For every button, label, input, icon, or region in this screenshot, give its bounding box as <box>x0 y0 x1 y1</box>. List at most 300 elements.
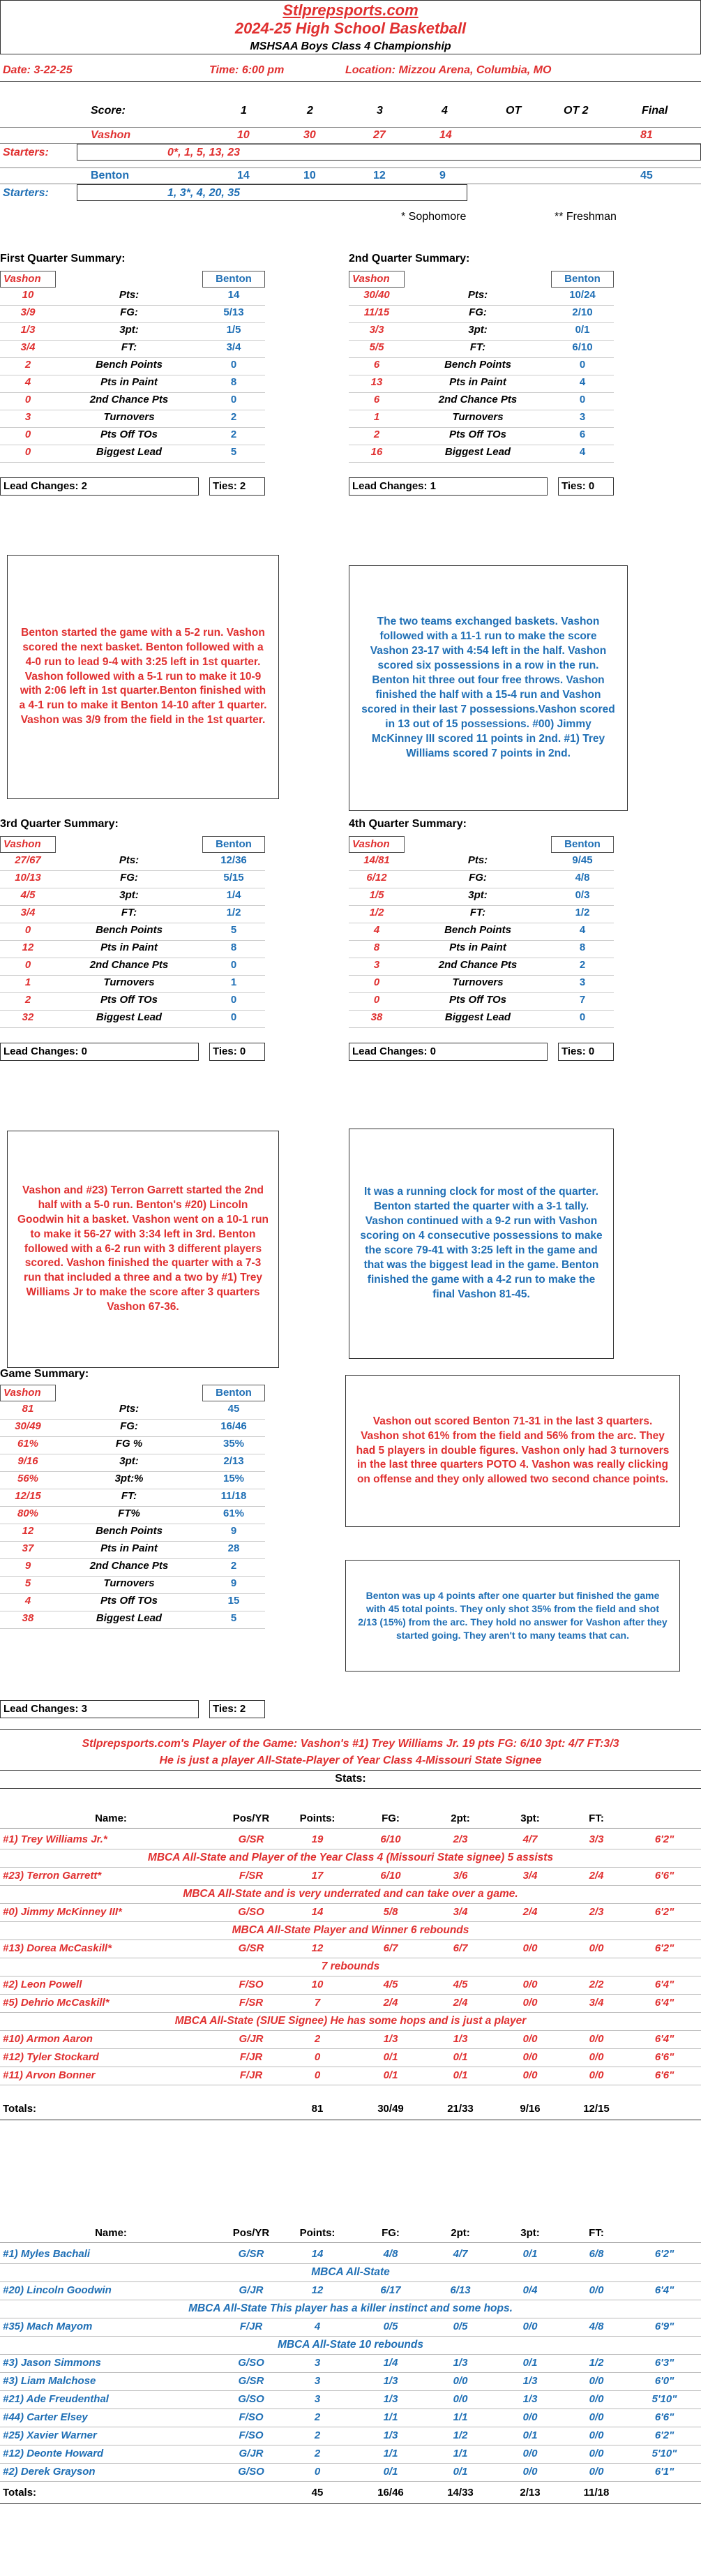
player-stat: 0/1 <box>383 2069 398 2081</box>
player-of-game-note: He is just a player All-State-Player of Year Class 4-Missouri State Signee <box>159 1755 542 1766</box>
q1-away-header: Benton <box>202 271 265 288</box>
game-summary-title: Game Summary: <box>0 1368 89 1380</box>
q4-away-value: 2 <box>579 959 586 971</box>
player-stat: 12 <box>311 1942 324 1954</box>
player-stat: 4/5 <box>383 1979 398 1990</box>
column-header: Points: <box>299 1812 336 1824</box>
player-name: #12) Deonte Howard <box>3 2448 104 2459</box>
player-stat: 1/1 <box>383 2448 398 2459</box>
game-stat-label: 2nd Chance Pts <box>89 1560 169 1572</box>
column-header: FG: <box>382 2227 400 2239</box>
player-name: #25) Xavier Warner <box>3 2429 97 2441</box>
player-stat: 0/0 <box>589 2051 604 2063</box>
player-stat: 1/4 <box>383 2357 398 2369</box>
q3-away-value: 0 <box>230 959 237 971</box>
row-divider <box>349 992 614 993</box>
player-stat: G/SR <box>238 2375 264 2387</box>
player-stat: 0/0 <box>522 2466 538 2478</box>
player-stat: 1/1 <box>383 2411 398 2423</box>
q1-home-value: 3 <box>24 411 31 423</box>
q2-away-value: 6 <box>579 429 586 440</box>
game-home-value: 9/16 <box>17 1455 38 1467</box>
q2-home-value: 1 <box>373 411 380 423</box>
player-stat: 3 <box>314 2375 321 2387</box>
player-stat: 1/3 <box>522 2375 538 2387</box>
page-title: 2024-25 High School Basketball <box>234 20 467 37</box>
q1-stat-label: FT: <box>121 341 137 353</box>
row-divider <box>349 322 614 323</box>
game-home-value: 56% <box>17 1473 39 1484</box>
q3-stat-label: 2nd Chance Pts <box>89 959 169 971</box>
player-of-game: Stlprepsports.com's Player of the Game: Vashon's #1) Trey Williams Jr. 19 pts FG: 6/10 3pt: 4/7 FT:3/3 <box>82 1738 619 1750</box>
q3-away-value: 12/36 <box>220 854 247 866</box>
player-note: MBCA All-State <box>311 2266 390 2278</box>
q4-stat-label: Pts in Paint <box>449 941 506 953</box>
q4-away-value: 9/45 <box>572 854 593 866</box>
q1-away-value: 0 <box>230 359 237 371</box>
game-away-value: 16/46 <box>220 1420 247 1432</box>
score-label: Score: <box>91 105 126 117</box>
game-stat-label: Biggest Lead <box>96 1612 163 1624</box>
player-stat: 6'4" <box>654 2033 674 2045</box>
home-q2: 30 <box>303 129 316 141</box>
player-stat: 3 <box>314 2357 321 2369</box>
home-q3: 27 <box>373 129 386 141</box>
home-score-row <box>0 127 701 144</box>
q1-away-value: 2 <box>230 429 237 440</box>
away-starters-label: Starters: <box>3 187 49 199</box>
game-stat-label: FT: <box>121 1490 137 1502</box>
q3-home-value: 0 <box>24 924 31 936</box>
q3-home-value: 10/13 <box>15 872 41 884</box>
q3-home-value: 0 <box>24 959 31 971</box>
player-note: MBCA All-State and Player of the Year Class 4 (Missouri State signee) 5 assists <box>147 1852 554 1863</box>
player-stat: 0/4 <box>522 2284 538 2296</box>
home-final: 81 <box>640 129 653 141</box>
away-q2: 10 <box>303 170 316 181</box>
away-starters-box <box>77 184 467 201</box>
player-stat: 0/1 <box>383 2466 398 2478</box>
game-stat-label: FG % <box>115 1438 143 1450</box>
player-stat: 6/17 <box>380 2284 401 2296</box>
q4-ties: Ties: 0 <box>558 1043 614 1061</box>
q4-away-value: 3 <box>579 976 586 988</box>
q4-away-value: 4 <box>579 924 586 936</box>
player-stat: 6/13 <box>450 2284 471 2296</box>
game-away-value: 45 <box>227 1403 240 1415</box>
row-divider <box>0 1558 265 1559</box>
player-stat: 6'6" <box>654 2051 674 2063</box>
game-stat-label: Pts: <box>119 1403 140 1415</box>
q4-stat-label: FG: <box>469 872 487 884</box>
player-stat: 6'2" <box>654 1942 674 1954</box>
ot-label: OT <box>506 105 522 117</box>
q3-away-value: 1/4 <box>226 889 241 901</box>
q3-home-value: 2 <box>24 994 31 1006</box>
site-name: Stlprepsports.com <box>282 1 419 19</box>
game-away-value: 15% <box>223 1473 245 1484</box>
q3-title: 3rd Quarter Summary: <box>0 818 119 830</box>
q1-home-value: 3/4 <box>20 341 36 353</box>
game-away-header: Benton <box>202 1385 265 1401</box>
row-divider <box>0 305 265 306</box>
game-stat-label: Pts in Paint <box>100 1542 158 1554</box>
game-stat-label: 3pt: <box>119 1455 139 1467</box>
totals-value: 2/13 <box>520 2487 541 2499</box>
row-divider <box>0 992 265 993</box>
divider <box>0 1770 701 1771</box>
column-header: Pos/YR <box>232 1812 270 1824</box>
player-stat: 6'1" <box>654 2466 674 2478</box>
player-stat: 6'4" <box>654 1997 674 2009</box>
player-stat: 0/0 <box>522 2448 538 2459</box>
q3-stat-label: Bench Points <box>96 924 163 936</box>
q2-stat-label: Pts: <box>467 289 488 301</box>
q2-lead-changes: Lead Changes: 1 <box>349 477 548 496</box>
player-stat: 6'9" <box>654 2321 674 2332</box>
q4-away-value: 8 <box>579 941 586 953</box>
q1-stat-label: 3pt: <box>119 324 139 336</box>
player-stat: F/SO <box>239 2411 264 2423</box>
player-stat: 1/3 <box>383 2429 398 2441</box>
q3-stat-label: 3pt: <box>119 889 139 901</box>
q2-home-value: 6 <box>373 359 380 371</box>
q2-away-value: 0/1 <box>575 324 590 336</box>
player-stat: 6/10 <box>380 1833 401 1845</box>
player-stat: 6'6" <box>654 2069 674 2081</box>
player-stat: 6'2" <box>654 2429 674 2441</box>
q2-away-value: 3 <box>579 411 586 423</box>
row-divider <box>0 1576 265 1577</box>
row-divider <box>0 2030 701 2031</box>
row-divider <box>0 1471 265 1472</box>
q1-stat-label: Pts Off TOs <box>100 429 158 440</box>
away-q1: 14 <box>237 170 250 181</box>
q1-home-header: Vashon <box>0 271 56 288</box>
q1-home-value: 0 <box>24 446 31 458</box>
q4-label: 4 <box>442 105 448 117</box>
q4-stat-label: Biggest Lead <box>444 1011 511 1023</box>
totals-label: Totals: <box>3 2103 37 2115</box>
q2-home-value: 5/5 <box>369 341 384 353</box>
q4-home-value: 0 <box>373 976 380 988</box>
totals-value: 11/18 <box>583 2487 610 2499</box>
player-name: #2) Leon Powell <box>3 1979 82 1990</box>
player-stat: 2 <box>314 2448 321 2459</box>
column-header: Name: <box>95 1812 127 1824</box>
q4-away-value: 0 <box>579 1011 586 1023</box>
player-name: #1) Myles Bachali <box>3 2248 91 2260</box>
row-divider <box>349 975 614 976</box>
player-stat: 0/5 <box>383 2321 398 2332</box>
q2-away-value: 6/10 <box>572 341 593 353</box>
player-name: #11) Arvon Bonner <box>3 2069 96 2081</box>
player-name: #1) Trey Williams Jr.* <box>3 1833 107 1845</box>
player-stat: 6/10 <box>380 1870 401 1882</box>
row-divider <box>0 2336 701 2337</box>
q3-away-header: Benton <box>202 836 265 853</box>
q1-home-value: 2 <box>24 359 31 371</box>
q2-stat-label: FT: <box>469 341 486 353</box>
player-stat: F/SO <box>239 1979 264 1990</box>
player-stat: 0/0 <box>522 1997 538 2009</box>
row-divider <box>0 427 265 428</box>
q4-home-value: 1/2 <box>369 907 384 918</box>
player-note: MBCA All-State 10 rebounds <box>278 2339 423 2351</box>
player-stat: 0/0 <box>522 1979 538 1990</box>
row-divider <box>0 2372 701 2373</box>
player-name: #35) Mach Mayom <box>3 2321 93 2332</box>
player-stat: 0 <box>314 2466 321 2478</box>
player-stat: 0/1 <box>453 2069 468 2081</box>
row-divider <box>0 1027 265 1028</box>
q2-stat-label: 3pt: <box>468 324 488 336</box>
row-divider <box>0 940 265 941</box>
row-divider <box>0 1541 265 1542</box>
q3-summary-text: Vashon and #23) Terron Garrett started the 2nd half with a 5-0 run. Benton's #20) Lincoln Goodwin hit a basket. Vashon went on a 10-1 run to make it 56-27 with 3:34 left in 3rd. Benton followed with a 6-2 run with 3 different players scored. Vashon finished the quarter with a 7-3 run that included a three and a two by #1) Trey Williams Jr to make the score after 3 quarters Vashon 67-36. <box>7 1131 279 1368</box>
player-stat: 0/0 <box>589 2429 604 2441</box>
player-stat: 3 <box>314 2393 321 2405</box>
game-home-value: 12 <box>22 1525 34 1537</box>
player-stat: 0/0 <box>589 2069 604 2081</box>
player-stat: 5'10" <box>651 2393 677 2405</box>
q3-away-value: 5/15 <box>223 872 244 884</box>
player-stat: 14 <box>311 2248 324 2260</box>
player-name: #2) Derek Grayson <box>3 2466 96 2478</box>
game-away-value: 28 <box>227 1542 240 1554</box>
player-name: #0) Jimmy McKinney III* <box>3 1906 122 1918</box>
row-divider <box>0 1436 265 1437</box>
home-starters-label: Starters: <box>3 147 49 158</box>
player-stat: 0/1 <box>522 2429 538 2441</box>
home-starters-box <box>77 144 701 161</box>
player-stat: 2/2 <box>589 1979 604 1990</box>
row-divider <box>0 1921 701 1922</box>
game-away-value: 9 <box>230 1577 237 1589</box>
q3-label: 3 <box>377 105 383 117</box>
column-header: 2pt: <box>451 2227 470 2239</box>
player-stat: G/SO <box>238 2357 264 2369</box>
player-stat: F/SR <box>239 1997 264 2009</box>
player-stat: 2/3 <box>589 1906 604 1918</box>
q4-away-value: 1/2 <box>575 907 590 918</box>
player-stat: 2/4 <box>589 1870 604 1882</box>
q4-home-value: 0 <box>373 994 380 1006</box>
q4-home-value: 1/5 <box>369 889 384 901</box>
row-divider <box>0 1867 701 1868</box>
q2-summary-text: The two teams exchanged baskets. Vashon followed with a 11-1 run to make the score Vashon 23-17 with 4:54 left in the half. Vashon scored six possessions in a row in the run. Benton hit three out four free throws. Vashon finished the half with a 15-4 run and Vashon scored in their last 7 possessions.Vashon scored in 13 out of 15 possessions. #00) Jimmy McKinney III scored 11 points in 2nd. #1) Trey Williams scored 7 points in 2nd. <box>349 565 628 811</box>
game-home-value: 12/15 <box>15 1490 41 1502</box>
q1-home-value: 4 <box>24 376 31 388</box>
q1-stat-label: Pts: <box>119 289 140 301</box>
q2-home-value: 30/40 <box>363 289 390 301</box>
row-divider <box>0 322 265 323</box>
player-stat: G/SR <box>238 1942 264 1954</box>
q2-home-value: 11/15 <box>363 306 390 318</box>
column-header: Points: <box>299 2227 336 2239</box>
player-stat: F/JR <box>239 2321 263 2332</box>
player-stat: F/SR <box>239 1870 264 1882</box>
row-divider <box>0 392 265 393</box>
column-header: FT: <box>589 1812 604 1824</box>
player-stat: G/SO <box>238 1906 264 1918</box>
row-divider <box>0 2503 701 2504</box>
player-stat: G/JR <box>239 2448 264 2459</box>
q1-stat-label: 2nd Chance Pts <box>89 394 169 405</box>
q1-home-value: 0 <box>24 394 31 405</box>
away-q3: 12 <box>373 170 386 181</box>
player-stat: 2/4 <box>383 1997 398 2009</box>
q2-home-value: 6 <box>373 394 380 405</box>
game-stat-label: Pts Off TOs <box>100 1595 158 1607</box>
player-stat: 0/1 <box>522 2357 538 2369</box>
game-away-value: 35% <box>223 1438 245 1450</box>
q1-away-value: 5/13 <box>223 306 244 318</box>
q4-stat-label: 3pt: <box>468 889 488 901</box>
away-q4: 9 <box>439 170 446 181</box>
q2-label: 2 <box>307 105 313 117</box>
q2-away-header: Benton <box>551 271 614 288</box>
player-stat: 5'10" <box>651 2448 677 2459</box>
q4-stat-label: Pts: <box>467 854 488 866</box>
q3-home-header: Vashon <box>0 836 56 853</box>
row-divider <box>0 1628 265 1629</box>
row-divider <box>0 1506 265 1507</box>
player-stat: 6/7 <box>453 1942 468 1954</box>
row-divider <box>0 1419 265 1420</box>
q4-home-header: Vashon <box>349 836 405 853</box>
player-stat: 0/0 <box>522 2069 538 2081</box>
q3-stat-label: Pts: <box>119 854 140 866</box>
q4-stat-label: 2nd Chance Pts <box>438 959 518 971</box>
home-team-name: Vashon <box>91 129 131 141</box>
row-divider <box>349 905 614 906</box>
player-stat: 6/8 <box>589 2248 604 2260</box>
player-stat: 0/0 <box>589 2466 604 2478</box>
player-stat: 2 <box>314 2429 321 2441</box>
q2-stat-label: 2nd Chance Pts <box>438 394 518 405</box>
game-home-value: 80% <box>17 1507 39 1519</box>
ot2-label: OT 2 <box>564 105 589 117</box>
q4-summary-text: It was a running clock for most of the quarter. Benton started the quarter with a 3-1 tally. Vashon continued with a 9-2 run with Vashon scoring on 4 consecutive possessions to make the score 79-41 with 3:25 left in the game and that was the biggest lead in the game. Benton finished the game with a 4-2 run to make the final Vashon 81-45. <box>349 1129 614 1359</box>
totals-label: Totals: <box>3 2487 37 2499</box>
row-divider <box>349 392 614 393</box>
player-stat: 1/2 <box>453 2429 468 2441</box>
player-name: #3) Jason Simmons <box>3 2357 101 2369</box>
player-stat: 0 <box>314 2069 321 2081</box>
game-home-value: 9 <box>24 1560 31 1572</box>
q1-stat-label: Bench Points <box>96 359 163 371</box>
row-divider <box>0 2012 701 2013</box>
q1-away-value: 14 <box>227 289 240 301</box>
player-stat: 5/8 <box>383 1906 398 1918</box>
row-divider <box>0 1903 701 1904</box>
q1-stat-label: Turnovers <box>103 411 155 423</box>
divider <box>0 1788 701 1789</box>
player-stat: 4 <box>314 2321 321 2332</box>
q1-home-value: 10 <box>22 289 34 301</box>
divider <box>0 1729 701 1730</box>
home-q4: 14 <box>439 129 452 141</box>
player-stat: 6'4" <box>654 1979 674 1990</box>
game-home-value: 81 <box>22 1403 34 1415</box>
q4-title: 4th Quarter Summary: <box>349 818 467 830</box>
game-away-value: 61% <box>223 1507 245 1519</box>
q3-stat-label: Pts in Paint <box>100 941 158 953</box>
q2-away-value: 4 <box>579 376 586 388</box>
row-divider <box>0 1885 701 1886</box>
row-divider <box>349 357 614 358</box>
game-date: Date: 3-22-25 <box>3 64 73 76</box>
totals-value: 45 <box>311 2487 324 2499</box>
player-stat: 12 <box>311 2284 324 2296</box>
player-stat: F/JR <box>239 2069 263 2081</box>
q2-away-value: 2/10 <box>572 306 593 318</box>
player-name: #13) Dorea McCaskill* <box>3 1942 112 1954</box>
away-score-row <box>0 167 701 184</box>
q3-away-value: 0 <box>230 994 237 1006</box>
player-stat: 2 <box>314 2411 321 2423</box>
row-divider <box>0 1010 265 1011</box>
totals-value: 12/15 <box>583 2103 610 2115</box>
player-stat: 6'0" <box>654 2375 674 2387</box>
row-divider <box>0 2481 701 2482</box>
stats-title: Stats: <box>335 1773 366 1785</box>
q3-lead-changes: Lead Changes: 0 <box>0 1043 199 1061</box>
player-stat: 2/4 <box>453 1997 468 2009</box>
player-stat: 2/3 <box>453 1833 468 1845</box>
row-divider <box>0 905 265 906</box>
q1-home-value: 3/9 <box>20 306 36 318</box>
game-home-value: 30/49 <box>15 1420 41 1432</box>
q1-label: 1 <box>241 105 247 117</box>
row-divider <box>0 870 265 871</box>
q3-home-value: 32 <box>22 1011 34 1023</box>
player-stat: 0/0 <box>453 2375 468 2387</box>
row-divider <box>349 870 614 871</box>
divider <box>0 81 701 82</box>
player-stat: 1/3 <box>522 2393 538 2405</box>
player-stat: 0/1 <box>383 2051 398 2063</box>
game-home-value: 37 <box>22 1542 34 1554</box>
player-stat: 10 <box>311 1979 324 1990</box>
row-divider <box>0 2390 701 2391</box>
player-stat: 1/3 <box>383 2375 398 2387</box>
q1-away-value: 0 <box>230 394 237 405</box>
game-away-value: 11/18 <box>220 1490 247 1502</box>
q3-stat-label: Pts Off TOs <box>100 994 158 1006</box>
player-stat: 2 <box>314 2033 321 2045</box>
player-stat: 6'6" <box>654 1870 674 1882</box>
player-stat: F/SO <box>239 2429 264 2441</box>
player-stat: 0/1 <box>453 2051 468 2063</box>
player-stat: 4/8 <box>589 2321 604 2332</box>
player-note: MBCA All-State and is very underrated and can take over a game. <box>183 1888 518 1900</box>
row-divider <box>349 940 614 941</box>
q2-title: 2nd Quarter Summary: <box>349 253 470 265</box>
player-stat: 0/0 <box>589 2411 604 2423</box>
row-divider <box>0 2048 701 2049</box>
column-header: 3pt: <box>520 2227 540 2239</box>
q1-lead-changes: Lead Changes: 2 <box>0 477 199 496</box>
player-stat: 0 <box>314 2051 321 2063</box>
q1-stat-label: Pts in Paint <box>100 376 158 388</box>
row-divider <box>349 462 614 463</box>
q4-stat-label: FT: <box>469 907 486 918</box>
player-stat: 4/7 <box>522 1833 538 1845</box>
player-stat: 14 <box>311 1906 324 1918</box>
player-name: #44) Carter Elsey <box>3 2411 88 2423</box>
